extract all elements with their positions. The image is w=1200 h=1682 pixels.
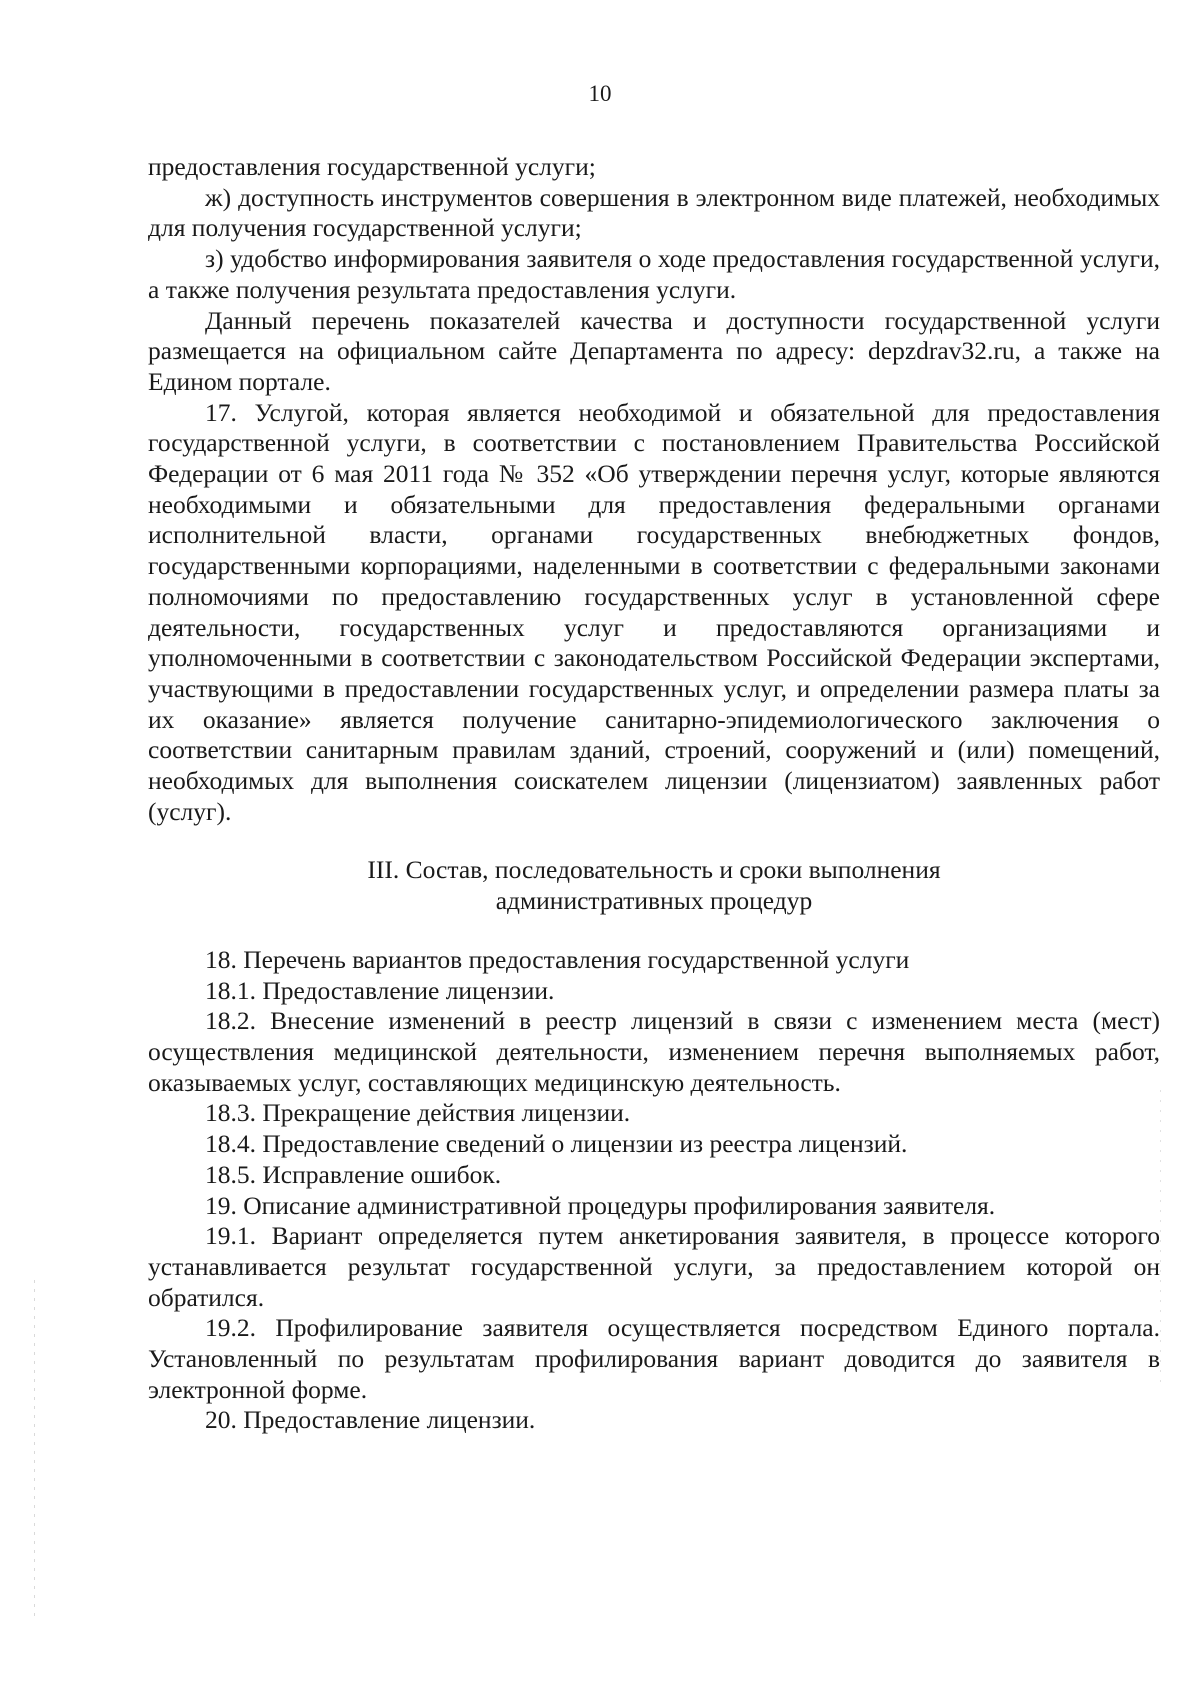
page-number: 10: [588, 81, 612, 106]
item-18-5: 18.5. Исправление ошибок.: [205, 1159, 502, 1189]
scan-edge-artifact: [34, 1280, 35, 1620]
item-19-2: 19.2. Профилирование заявителя осуществляется посредством Единого портала. Установленный по результатам профилирования вариант доводится до заявителя в электронной форме.: [148, 1313, 1160, 1404]
paragraph-item-z: з) удобство информирования заявителя о ходе предоставления государственной услуги, а также получения результата предоставления услуги.: [148, 244, 1160, 304]
item-18-2: 18.2. Внесение изменений в реестр лицензий в связи с изменением места (мест) осуществления медицинской деятельности, изменением перечня выполняемых работ, оказываемых услуг, составляющих медицинскую деятельность.: [148, 1006, 1160, 1097]
section-heading-line-1: III. Состав, последовательность и сроки выполнения: [367, 855, 941, 885]
paragraph-continuation: предоставления государственной услуги;: [148, 152, 596, 181]
item-18-4: 18.4. Предоставление сведений о лицензии из реестра лицензий.: [205, 1129, 908, 1159]
document-body: [148, 152, 1160, 1436]
item-19: 19. Описание административной процедуры профилирования заявителя.: [205, 1190, 996, 1220]
paragraph-17: 17. Услугой, которая является необходимой и обязательной для предоставления государственной услуги, в соответствии с постановлением Правительства Российской Федерации от 6 мая 2011 года № 352 «Об утверждении перечня услуг, которые являются необходимыми и обязательными для предоставления федеральными органами исполнительной власти, органами государственных внебюджетных фондов, государственными корпорациями, наделенными в соответствии с федеральными законами полномочиями по предоставлению государственных услуг в установленной сфере деятельности, государственных услуг и предоставляются организациями и уполномоченными в соответствии с законодательством Российской Федерации экспертами, участвующими в предоставлении государственных услуг, и определении размера платы за их оказание» является получение санитарно-эпидемиологического заключения о соответствии санитарным правилам зданий, строений, сооружений и (или) помещений, необходимых для выполнения соискателем лицензии (лицензиатом) заявленных работ (услуг).: [148, 397, 1160, 826]
item-18: 18. Перечень вариантов предоставления государственной услуги: [205, 944, 910, 974]
item-18-3: 18.3. Прекращение действия лицензии.: [205, 1098, 631, 1128]
section-heading: [148, 855, 1160, 916]
item-19-1: 19.1. Вариант определяется путем анкетирования заявителя, в процессе которого устанавливается результат государственной услуги, за предоставлением которой он обратился.: [148, 1221, 1160, 1312]
paragraph-item-zh: ж) доступность инструментов совершения в электронном виде платежей, необходимых для получения государственной услуги;: [148, 182, 1160, 243]
paragraph-quality-list: Данный перечень показателей качества и доступности государственной услуги размещается на официальном сайте Департамента по адресу: depzdrav32.ru, а также на Едином портале.: [148, 305, 1160, 396]
item-20: 20. Предоставление лицензии.: [205, 1405, 536, 1435]
section-heading-line-2: административных процедур: [495, 886, 813, 916]
item-18-1: 18.1. Предоставление лицензии.: [205, 975, 555, 1005]
scan-edge-artifact-right: [1160, 1090, 1161, 1390]
